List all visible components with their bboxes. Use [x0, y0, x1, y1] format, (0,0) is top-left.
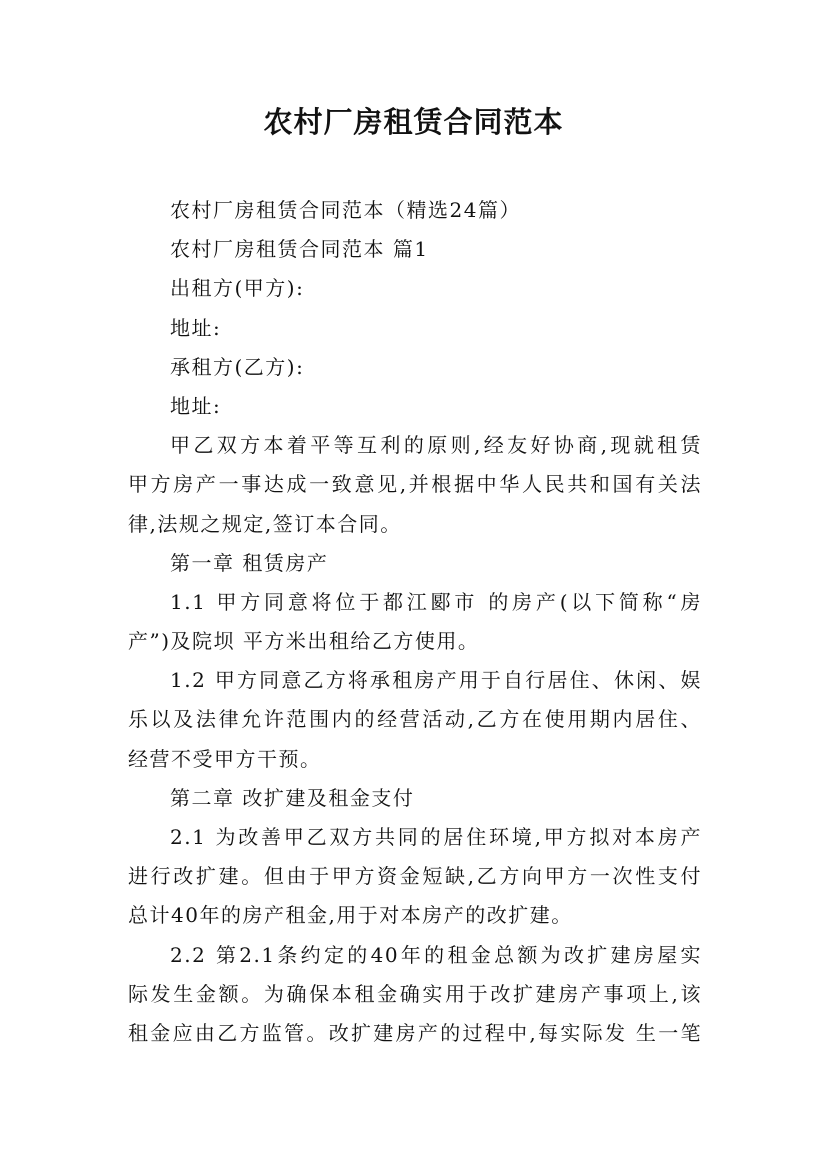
lessee-address-line: 地址:: [170, 393, 222, 418]
document-title: 农村厂房租赁合同范本: [263, 105, 564, 139]
preamble-line: 律,法规之规定,签订本合同。: [128, 511, 402, 536]
clause-2-2: [128, 936, 702, 1054]
clause-line: 总计40年的房产租金,用于对本房产的改扩建。: [128, 903, 573, 928]
clause-1-2: [128, 661, 702, 779]
clause-line: 2.2 第2.1条约定的40年的租金总额为改扩建房屋实: [170, 942, 702, 967]
clause-line: 经营不受甲方干预。: [128, 746, 322, 771]
preamble-paragraph: [128, 426, 702, 544]
clause-line: 租金应由乙方监管。改扩建房产的过程中,每实际发 生一笔: [128, 1020, 702, 1045]
subtitle-line: 农村厂房租赁合同范本（精选24篇）: [170, 198, 521, 222]
lessee-line: 承租方(乙方):: [170, 354, 305, 379]
chapter-heading: 第二章 改扩建及租金支付: [170, 785, 415, 810]
clause-2-1: [128, 818, 702, 936]
preamble-line: 甲乙双方本着平等互利的原则,经友好协商,现就租赁: [170, 433, 702, 458]
document-body: [128, 191, 702, 1053]
clause-line: 1.1 甲方同意将位于都江郾市 的房产(以下简称“房: [170, 589, 702, 614]
clause-line: 乐以及法律允许范围内的经营活动,乙方在使用期内居住、: [128, 707, 702, 732]
lessor-address-line: 地址:: [170, 315, 222, 340]
preamble-line: 甲方房产一事达成一致意见,并根据中华人民共和国有关法: [128, 472, 702, 497]
clause-line: 1.2 甲方同意乙方将承租房产用于自行居住、休闲、娱: [170, 668, 702, 693]
clause-line: 际发生金额。为确保本租金确实用于改扩建房产事项上,该: [128, 981, 702, 1006]
clause-line: 2.1 为改善甲乙双方共同的居住环境,甲方拟对本房产: [170, 825, 702, 849]
clause-line: 进行改扩建。但由于甲方资金短缺,乙方向甲方一次性支付: [128, 864, 702, 889]
clause-1-1: [128, 583, 702, 661]
chapter-heading: 第一章 租赁房产: [170, 550, 329, 575]
clause-line: 产”)及院坝 平方米出租给乙方使用。: [128, 629, 480, 654]
part-heading: 农村厂房租赁合同范本 篇1: [170, 237, 429, 262]
lessor-line: 出租方(甲方):: [170, 276, 305, 301]
